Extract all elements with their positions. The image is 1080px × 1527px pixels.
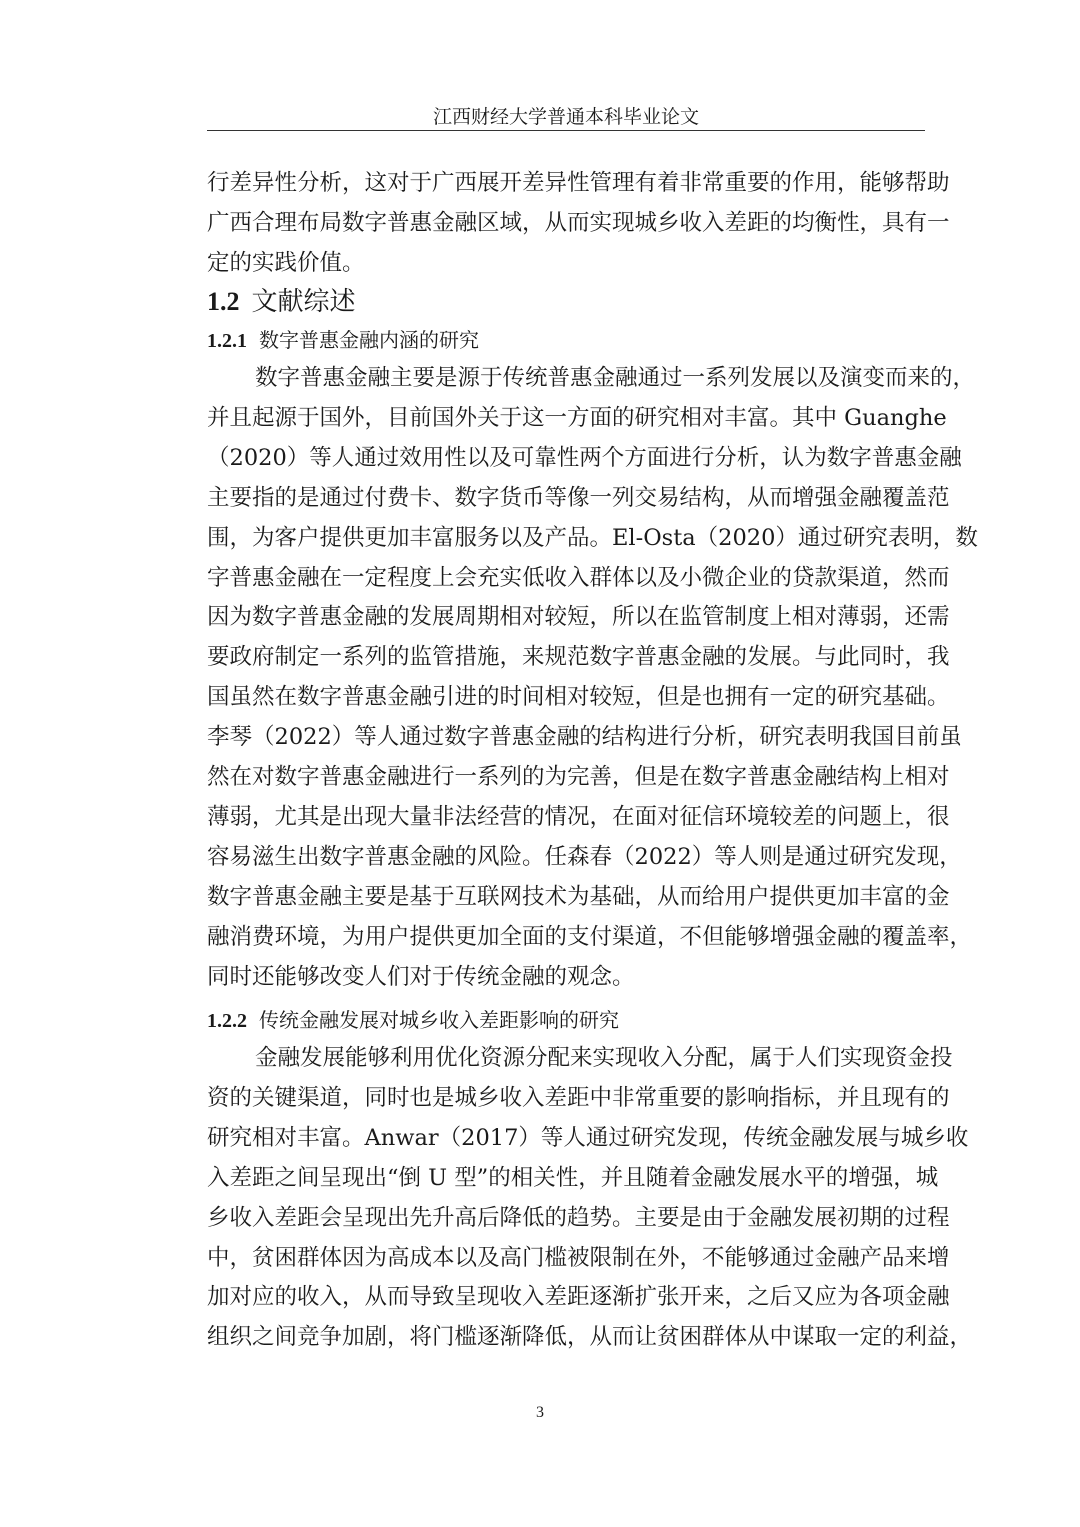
text-line: 金融发展能够利用优化资源分配来实现收入分配，属于人们实现资金投	[255, 1045, 953, 1071]
text-line: 容易滋生出数字普惠金融的风险。任森春（2022）等人则是通过研究发现，	[207, 843, 962, 870]
text-line: 围，为客户提供更加丰富服务以及产品。El-Osta（2020）通过研究表明，数	[207, 524, 978, 551]
text-line: 国虽然在数字普惠金融引进的时间相对较短，但是也拥有一定的研究基础。	[207, 684, 950, 711]
text-line: 然在对数字普惠金融进行一系列的为完善，但是在数字普惠金融结构上相对	[207, 764, 950, 790]
section-heading	[207, 281, 356, 318]
text-line: 广西合理布局数字普惠金融区域，从而实现城乡收入差距的均衡性，具有一	[207, 209, 950, 236]
heading-title: 文献综述	[251, 287, 356, 317]
text-line: 因为数字普惠金融的发展周期相对较短，所以在监管制度上相对薄弱，还需	[207, 604, 950, 631]
text-line: 行差异性分析，这对于广西展开差异性管理有着非常重要的作用，能够帮助	[207, 170, 950, 196]
heading-title: 传统金融发展对城乡收入差距影响的研究	[259, 1008, 619, 1032]
text-line: （2020）等人通过效用性以及可靠性两个方面进行分析，认为数字普惠金融	[207, 444, 962, 471]
text-line: 要政府制定一系列的监管措施，来规范数字普惠金融的发展。与此同时，我	[207, 644, 950, 671]
text-line: 并且起源于国外，目前国外关于这一方面的研究相对丰富。其中 Guanghe	[207, 404, 947, 431]
subsection-heading	[207, 1004, 619, 1033]
subsection-heading	[207, 324, 479, 353]
text-line: 组织之间竞争加剧，将门槛逐渐降低，从而让贫困群体从中谋取一定的利益，	[207, 1324, 973, 1351]
text-line: 同时还能够改变人们对于传统金融的观念。	[207, 963, 635, 990]
text-line: 研究相对丰富。Anwar（2017）等人通过研究发现，传统金融发展与城乡收	[207, 1124, 969, 1151]
text-line: 主要指的是通过付费卡、数字货币等像一列交易结构，从而增强金融覆盖范	[207, 484, 950, 511]
page-number: 3	[536, 1404, 544, 1421]
text-line: 李琴（2022）等人通过数字普惠金融的结构进行分析，研究表明我国目前虽	[207, 724, 962, 751]
text-line: 定的实践价值。	[207, 249, 365, 276]
text-line: 入差距之间呈现出“倒 U 型”的相关性，并且随着金融发展水平的增强，城	[207, 1164, 939, 1191]
text-line: 乡收入差距会呈现出先升高后降低的趋势。主要是由于金融发展初期的过程	[207, 1204, 950, 1231]
text-line: 融消费环境，为用户提供更加全面的支付渠道，不但能够增强金融的覆盖率，	[207, 923, 973, 950]
text-line: 字普惠金融在一定程度上会充实低收入群体以及小微企业的贷款渠道，然而	[207, 564, 950, 591]
page-header: 江西财经大学普通本科毕业论文	[432, 106, 699, 128]
header-rule	[207, 130, 925, 131]
text-line: 加对应的收入，从而导致呈现收入差距逐渐扩张开来，之后又应为各项金融	[207, 1284, 950, 1311]
heading-number: 1.2.1	[207, 330, 247, 352]
text-line: 薄弱，尤其是出现大量非法经营的情况，在面对征信环境较差的问题上，很	[207, 803, 950, 830]
heading-number: 1.2.2	[207, 1010, 247, 1032]
heading-number: 1.2	[207, 287, 240, 316]
heading-title: 数字普惠金融内涵的研究	[259, 328, 479, 352]
text-line: 资的关键渠道，同时也是城乡收入差距中非常重要的影响指标，并且现有的	[207, 1084, 950, 1111]
text-line: 数字普惠金融主要是基于互联网技术为基础，从而给用户提供更加丰富的金	[207, 883, 950, 910]
text-line: 中，贫困群体因为高成本以及高门槛被限制在外，不能够通过金融产品来增	[207, 1244, 950, 1271]
text-line: 数字普惠金融主要是源于传统普惠金融通过一系列发展以及演变而来的，	[255, 365, 976, 391]
